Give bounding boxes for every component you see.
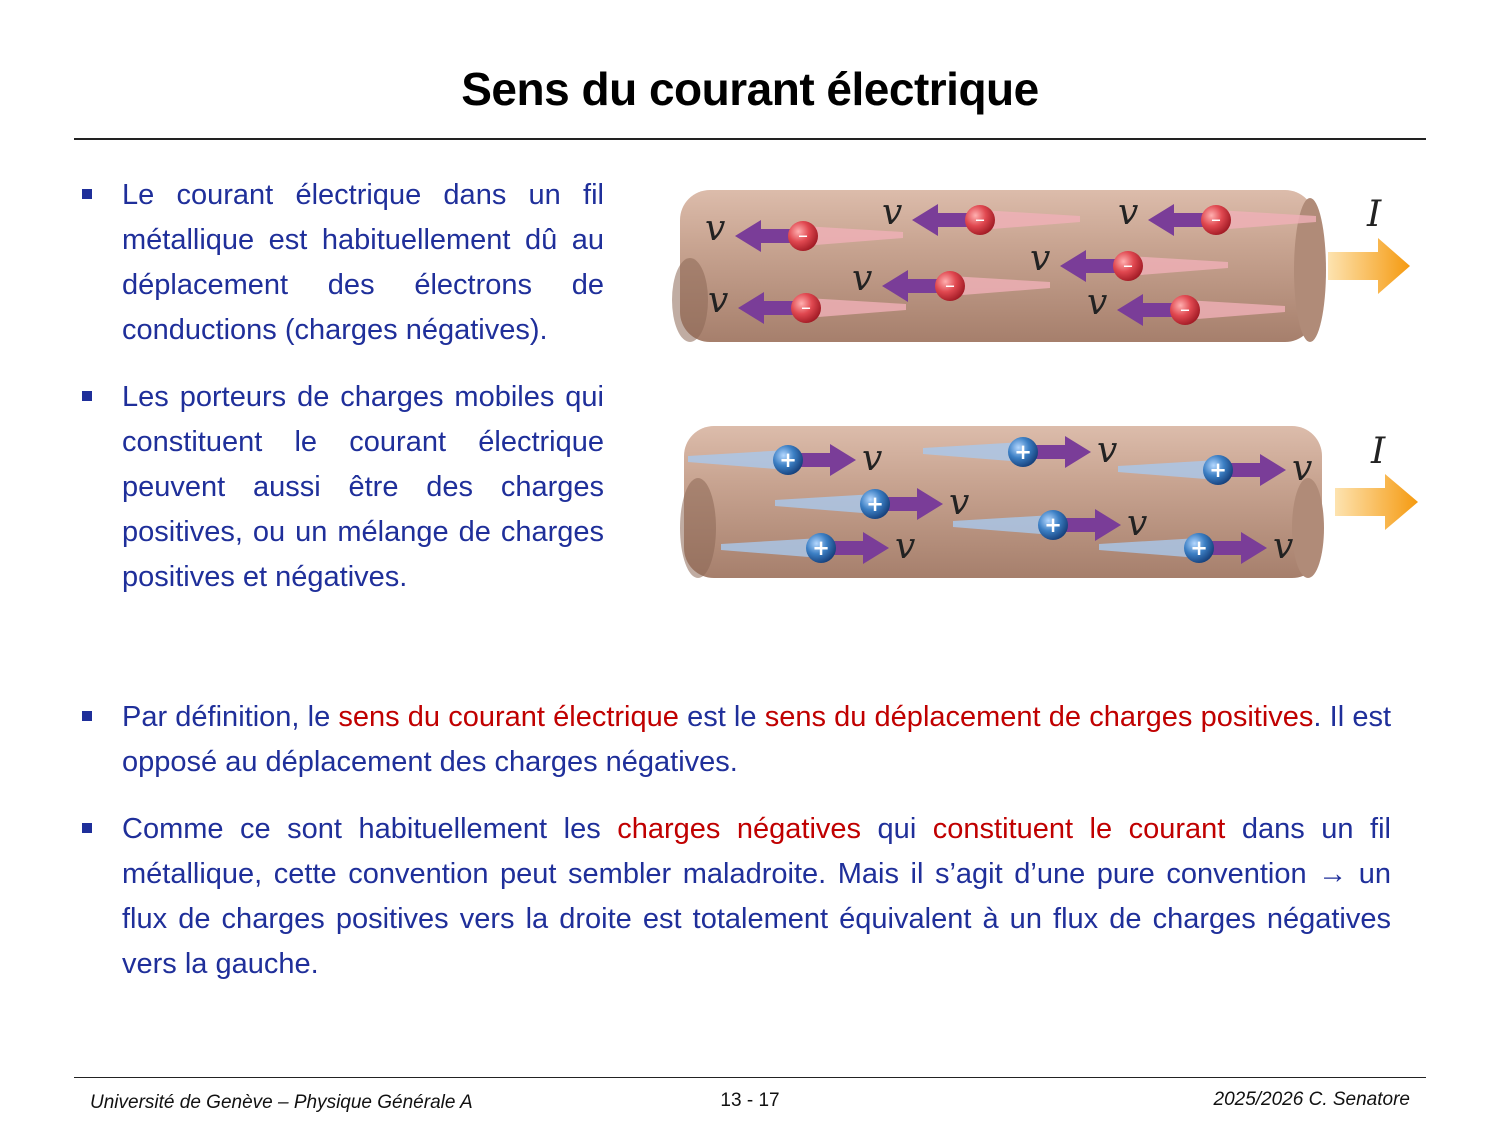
velocity-label: v	[1127, 503, 1148, 544]
title-divider	[74, 138, 1426, 140]
bullet-text: Les porteurs de charges mobiles qui constituent le courant électrique peuvent aussi être des charges positives, ou un mélange de charges positives et négatives.	[122, 381, 604, 593]
negative-sign: –	[1180, 297, 1190, 321]
negative-sign: –	[1211, 207, 1221, 231]
bullet-text-part: Comme ce sont habituellement les	[122, 813, 618, 845]
highlight-text: charges négatives	[617, 813, 862, 845]
velocity-label: v	[1273, 526, 1294, 567]
bullet-positive-carriers	[74, 375, 604, 600]
bullet-definition	[74, 695, 1391, 785]
positive-sign: +	[779, 448, 797, 472]
footer-right: 2025/2026 C. Senatore	[1213, 1089, 1410, 1110]
bullet-square-icon	[82, 391, 92, 401]
current-label-1: I	[1367, 194, 1382, 235]
velocity-label: v	[1292, 448, 1313, 489]
top-bullet-list	[74, 173, 604, 622]
highlight-text: sens du courant électrique	[338, 701, 679, 733]
velocity-label: v	[708, 280, 729, 321]
negative-sign: –	[798, 223, 808, 247]
wire-positive-charges-figure	[668, 418, 1448, 593]
highlight-text: sens du déplacement de charges positives	[764, 701, 1314, 733]
positive-sign: +	[1190, 536, 1208, 560]
bullet-negative-carriers	[74, 173, 604, 353]
velocity-label: v	[1087, 282, 1108, 323]
velocity-label: v	[1118, 192, 1139, 233]
negative-sign: –	[801, 295, 811, 319]
bullet-text-part: est le	[678, 701, 765, 733]
velocity-label: v	[1030, 238, 1051, 279]
current-arrow-2	[1335, 474, 1418, 530]
bullet-text-part: Par définition, le	[122, 701, 339, 733]
bullet-convention	[74, 807, 1391, 987]
wire-negative-charges-figure	[660, 180, 1440, 355]
velocity-label: v	[1097, 430, 1118, 471]
bullet-text: Le courant électrique dans un fil métallique est habituellement dû au déplacement des électrons de conductions (charges négatives).	[122, 179, 604, 346]
bottom-bullet-list	[74, 695, 1391, 1009]
velocity-label: v	[862, 438, 883, 479]
negative-sign: –	[975, 207, 985, 231]
bullet-square-icon	[82, 823, 92, 833]
negative-sign: –	[945, 273, 955, 297]
highlight-text: constituent le courant	[932, 813, 1226, 845]
velocity-label: v	[852, 258, 873, 299]
negative-sign: –	[1123, 253, 1133, 277]
bullet-text-part: dans un fil métallique, cette convention peut sembler maladroite. Mais il s’agit d’une pure convention → un flux de charges positives vers la droite est totalement équivalent à un flux de charges négatives vers la gauche.	[122, 813, 1391, 980]
current-label-2: I	[1371, 431, 1386, 472]
bullet-text-part: qui	[861, 813, 933, 845]
velocity-label: v	[895, 526, 916, 567]
positive-sign: +	[866, 492, 884, 516]
velocity-label: v	[705, 208, 726, 249]
positive-sign: +	[812, 536, 830, 560]
positive-sign: +	[1209, 458, 1227, 482]
positive-sign: +	[1044, 513, 1062, 537]
footer-divider	[74, 1077, 1426, 1078]
bullet-square-icon	[82, 711, 92, 721]
velocity-label: v	[882, 192, 903, 233]
footer-page-number: 13 - 17	[720, 1090, 780, 1111]
velocity-label: v	[949, 482, 970, 523]
slide-title: Sens du courant électrique	[461, 63, 1039, 115]
footer-left: Université de Genève – Physique Générale A	[90, 1092, 473, 1113]
bullet-square-icon	[82, 189, 92, 199]
current-arrow-1	[1328, 238, 1410, 294]
positive-sign: +	[1014, 440, 1032, 464]
bullet-text-part: . Il est opposé au déplacement des charges négatives.	[122, 701, 1392, 778]
